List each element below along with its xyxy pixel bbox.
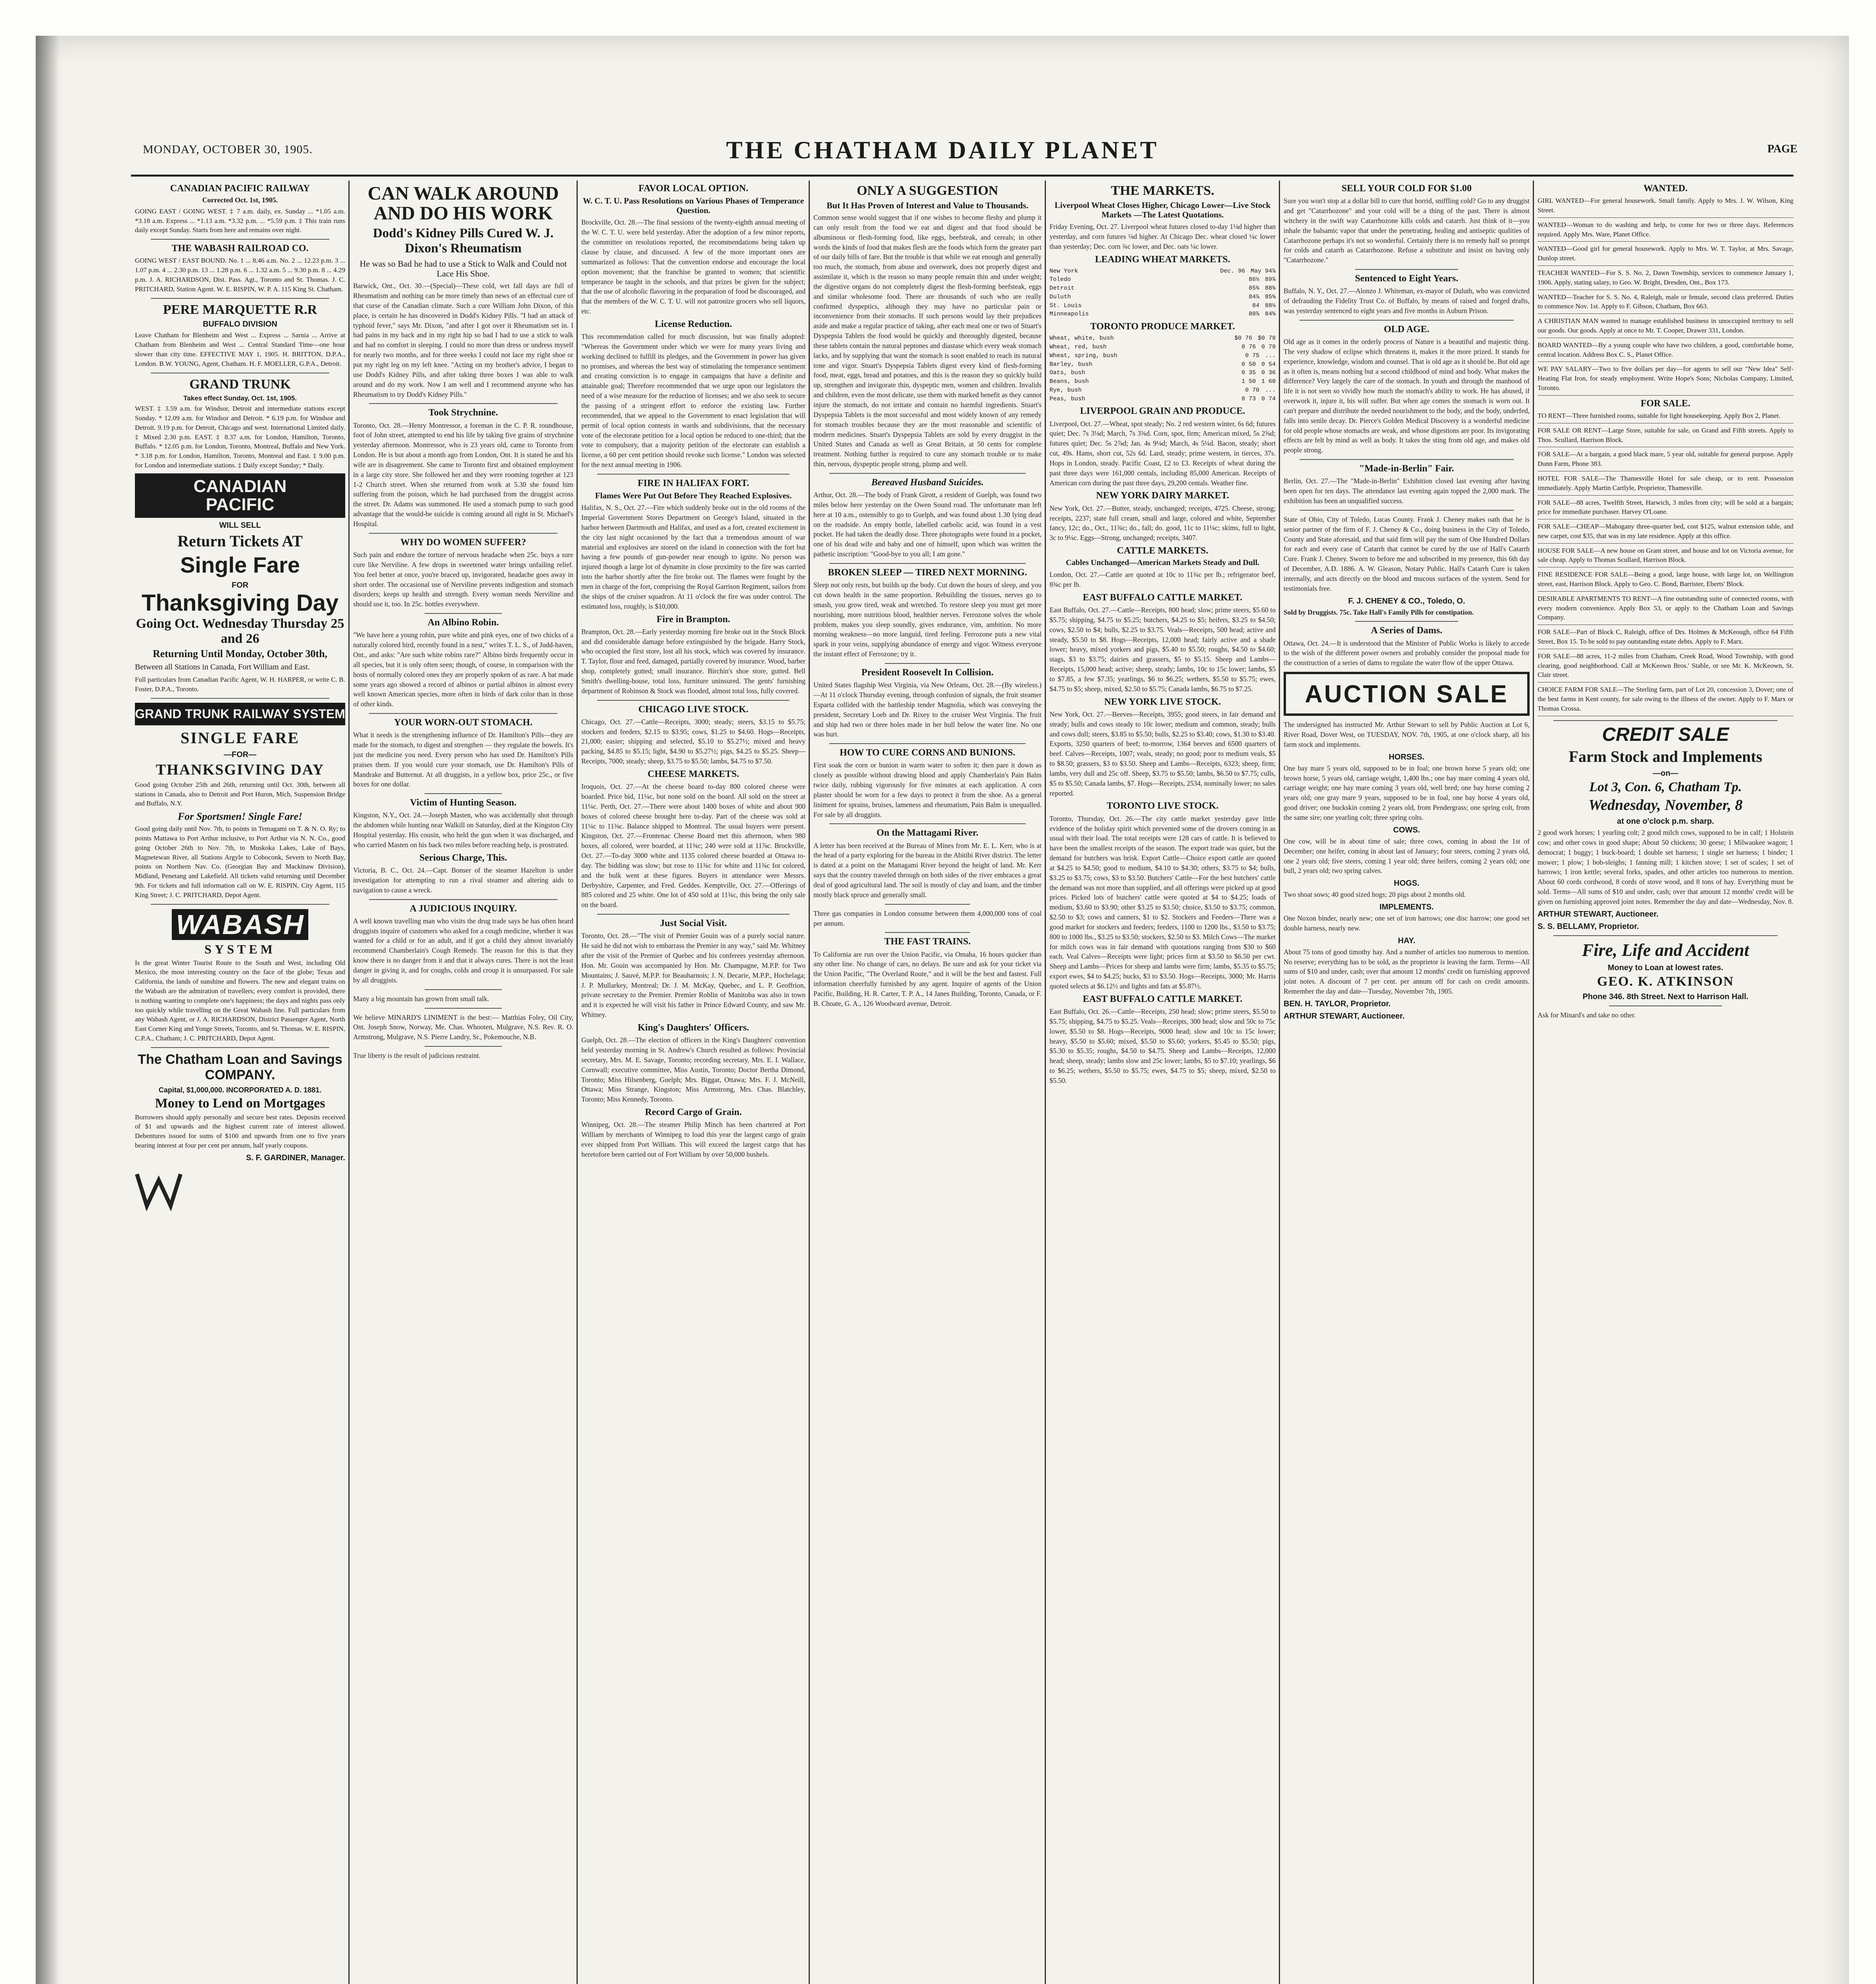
for-sale-ad: FOR SALE—88 acres, Twelfth Street, Harwich, 3 miles from city; will be sold at a bargain; price for immediate purchaser. Harvey O'Loane. <box>1538 498 1793 516</box>
dams-headline: A Series of Dams. <box>1371 625 1442 636</box>
wheat-row-cell: Dec. 96 <box>1220 267 1245 275</box>
loan-body: Borrowers should apply personally and secure best rates. Deposits received of $1 and upwards and the highest current rate of interest allowed. Debentures issued for sums of $100 and upwards from one to five years bearing interest at four per cent per annum, half yearly coupons. <box>135 1113 345 1150</box>
wabash-logo <box>135 909 345 940</box>
cheney-sold: Sold by Druggists. 75c. Take Hall's Family Pills for constipation. <box>1284 608 1474 616</box>
grain-row <box>1049 395 1276 404</box>
markets-body: Friday Evening, Oct. 27. Liverpool wheat futures closed to-day 1⅛d higher than yesterday, and corn futures ⅛d higher. At Chicago Dec. wheat closed ¼c lower than yesterday; Dec. corn ¾c lower, and Dec. oats ¼c lower. <box>1049 222 1276 250</box>
cattle-markets-sub: Cables Unchanged—American Markets Steady and Dull. <box>1066 558 1259 567</box>
grain-row-cell: Oats, bush <box>1049 369 1086 377</box>
liverpool-headline: LIVERPOOL GRAIN AND PRODUCE. <box>1080 406 1246 417</box>
cattle-markets-headline: CATTLE MARKETS. <box>1117 546 1209 556</box>
column-rule <box>577 181 578 1984</box>
toronto-produce-headline: TORONTO PRODUCE MARKET. <box>1090 321 1235 332</box>
fast-trains-headline: THE FAST TRAINS. <box>884 936 971 947</box>
ad-divider <box>1538 591 1793 592</box>
page-edge-shadow <box>36 36 60 1984</box>
wheat-row-cell: 85¾ <box>1248 285 1259 292</box>
halifax-fire-body: Halifax, N. S., Oct. 27.—Fire which suddenly broke out in the old rooms of the Imperial Government Stores Department on George's Island, situated in the harbor between Dartmouth and Halifax, and used as a fort, created excitement in the city last night occasioned by the fact that a tremendous amount of war material and explosives are stored on the island in connection with the fort but having a few pounds of gun-powder near enough to ignite. No person was injured though a large lot of dynamite in close proximity to the fire was carried into the harbor shortly after the fire broke out. The flames were fought by the men in charge of the fort, comprising the Royal Garrison Regiment, sailors from the ships of the cruiser squadron. At 11 o'clock the fire was under control. The estimated loss, roughly, is $10,000. <box>581 504 805 610</box>
wheat-row-cell: May 94⅞ <box>1250 267 1276 275</box>
roosevelt-headline: President Roosevelt In Collision. <box>861 667 994 678</box>
pere-marquette-subtitle: BUFFALO DIVISION <box>203 320 277 329</box>
markets-headline: THE MARKETS. <box>1111 183 1215 198</box>
credit-lot: Lot 3, Con. 6, Chatham Tp. <box>1589 780 1742 795</box>
column-5 <box>1049 181 1276 1984</box>
masthead-rule <box>131 175 1793 177</box>
credit-sale-headline: CREDIT SALE <box>1602 724 1729 745</box>
suicide-headline: Bereaved Husband Suicides. <box>871 477 984 488</box>
wabash-ad-body: Is the great Winter Tourist Route to the South and West, including Old Mexico, the most interesting country on the face of the globe; Texas and California, the lands of sunshine and flowers. The new and elegant trains on the Wabash are the admiration of travellers; every comfort is provided, there is nothing wanting to complete one's happiness; the days and nights pass only too quickly while travelling on the Great Wabash line. Full particulars from any Wabash Agent, or J. A. RICHARDSON, District Passenger Agent, North East Corner King and Yonge Streets, Toronto, and St. Thomas. W. E. RISPIN, C.P.A., Chatham; J. C. PRITCHARD, Depot Agent. <box>135 959 345 1042</box>
auction-sale-box <box>1284 672 1530 716</box>
page-number: PAGE <box>1767 143 1797 155</box>
loan-company-title: The Chatham Loan and Savings COMPANY. <box>138 1052 342 1082</box>
for-sale-ad: FOR SALE—Part of Block C, Raleigh, office of Drs. Holmes & McKeough, office 64 Fifth Street, Box 15. To be sold to pay outstanding estate debts. Apply to F. Marx. <box>1538 628 1793 646</box>
ny-livestock-headline: NEW YORK LIVE STOCK. <box>1104 696 1221 707</box>
broken-sleep-headline: BROKEN SLEEP — TIRED NEXT MORNING. <box>828 567 1027 578</box>
dams-body: Ottawa, Oct. 24.—It is understood that the Minister of Public Works is likely to accede to the wish of the different power owners and probably consider the proposal made for the construction of a series of dams to regulate the water flow of the upper Ottawa. <box>1284 639 1530 667</box>
wheat-row <box>1049 293 1276 302</box>
wheat-row-cell: 84⅝ <box>1265 311 1276 318</box>
women-suffer-body: Such pain and endure the torture of nervous headache when 25c. buys a sure cure like Nerviline. A few drops in sweetened water brings unfailing relief. You feel better at once, you're braced up, invigorated, headache goes away in short order. The occasional use of Nerviline prevents indigestion and stomach disorders; keeps up health and strength. Every woman needs Nerviline and should use it, too. In 25c. bottles everywhere. <box>353 551 573 608</box>
ny-dairy-headline: NEW YORK DAIRY MARKET. <box>1096 490 1229 501</box>
judicious-body: A well known travelling man who visits the drug trade says he has often heard druggists inquire of customers who asked for a cough medicine, whether it was wanted for a child or for an adult, and if got a child they almost invariably recommend Chamberlain's Cough Remedy. The reason for this is that they know there is no danger from it and that it always cures. There is not the least danger in giving it, and for coughs, colds and croup it is unsurpassed. For sale by all druggists. <box>353 917 573 984</box>
ad-divider <box>1538 361 1793 362</box>
toronto-livestock-headline: TORONTO LIVE STOCK. <box>1106 801 1219 811</box>
newspaper-title: THE CHATHAM DAILY PLANET <box>726 137 1159 164</box>
old-age-body: Old age as it comes in the orderly process of Nature is a beautiful and majestic thing. The very shadow of eclipse which threatens it, makes it the more prized. It stands for experience, knowledge, wisdom and counsel. That is old age as it should be. But old age as it often is, means nothing but a second childhood of mind and body. What makes the difference? Very largely the care of the stomach. In youth and through the manhood of life it is not seen so vividly how much the stomach's ability to work. He has abused, if overwork it, injure it, his will suffer. But when age comes the stomach is worn out. It can't prepare and distribute the needed nourishment to the body, and the body, underfed, falls into senile decay. Dr. Pierce's Golden Medical Discovery is a wonderful medicine for old people whose stomachs are weak, and whose digestions are poor. Its invigorating effects are felt by mind as well as body. It takes the sting from old age, and makes old people strong. <box>1284 338 1530 454</box>
auction-sale-headline: AUCTION SALE <box>1305 681 1509 708</box>
atkinson-name: GEO. K. ATKINSON <box>1597 974 1734 989</box>
wheat-markets-headline: LEADING WHEAT MARKETS. <box>1095 254 1230 265</box>
grain-row-cell: $0 76 <box>1234 335 1252 342</box>
gt-for: —FOR— <box>223 750 257 759</box>
cp-thanksgiving-day: Thanksgiving Day <box>141 590 339 616</box>
masthead <box>131 135 1797 171</box>
dodds-body: Barwick, Ont., Oct. 30.—(Special)—These cold, wet fall days are full of Rheumatism and nothing can be more timely than news of an effectual cure of that curse of the Canadian climate. Such a cure William John Dixon, of this place, is certain he has discovered in Dodd's Kidney Pills. "I had an attack of typhoid fever," says Mr. Dixon, "and after I got over it Rheumatism set in. I had pains in my back and in my right hip so bad I had to use a stick to walk and had no comfort in sleeping. I could no more than dress or undress myself for nearly two months, and for three weeks I could not lace my right shoe or put my right leg on my left knee. "Acting on my brother's advice, I began to use Dodd's Kidney Pills, and after taking three boxes I was able to walk around and do my work. Now I am well and I recommend anyone who has Rheumatism to try Dodd's Kidney Pills." <box>353 282 573 398</box>
column-6 <box>1284 181 1530 1984</box>
grand-trunk-title: GRAND TRUNK <box>189 377 291 392</box>
east-buffalo-2-headline: EAST BUFFALO CATTLE MARKET. <box>1082 994 1243 1004</box>
fire-life-sub: Money to Loan at lowest rates. <box>1607 963 1724 972</box>
serious-charge-headline: Serious Charge, This. <box>419 852 507 863</box>
grain-row-cell: 1 50 <box>1241 378 1256 385</box>
grain-row <box>1049 360 1276 369</box>
cpr-timetable-title: CANADIAN PACIFIC RAILWAY <box>170 183 310 194</box>
toronto-grain-table <box>1049 334 1276 403</box>
for-sale-ad: TO RENT—Three furnished rooms, suitable for light housekeeping. Apply Box 2, Planet. <box>1538 411 1781 419</box>
grand-trunk-subtitle: Takes effect Sunday, Oct. 1st, 1905. <box>183 394 297 402</box>
for-sale-heading: FOR SALE. <box>1640 398 1691 409</box>
suggestion-headline: ONLY A SUGGESTION <box>857 183 998 198</box>
ad-divider <box>1538 217 1793 218</box>
license-reduction-headline: License Reduction. <box>655 319 732 329</box>
auction-auctioneer: ARTHUR STEWART, Auctioneer. <box>1284 1011 1405 1021</box>
grand-trunk-system-logo: GRAND TRUNK RAILWAY SYSTEM <box>135 703 345 725</box>
cheese-markets-headline: CHEESE MARKETS. <box>648 769 739 780</box>
column-3 <box>581 181 805 1984</box>
wheat-row-cell: 84⅞ <box>1248 293 1259 300</box>
credit-proprietor: S. S. BELLAMY, Proprietor. <box>1538 922 1639 931</box>
pere-marquette-title: PERE MARQUETTE R.R <box>163 302 317 317</box>
wanted-ad: WANTED—Teacher for S. S. No. 4, Raleigh, male or female, second class preferred. Duties to commence Nov. 1st. Apply to F. Gibson, Chatham, Box 663. <box>1538 293 1793 310</box>
grain-cargo-body: Winnipeg, Oct. 28.—The steamer Philip Minch has been chartered at Port William by merchants of Winnipeg to load this year the largest cargo of grain ever shipped from Port William. This will exceed the largest cargo that has heretofore been carried out of Fort William by over 50,000 bushels. <box>581 1121 805 1158</box>
kings-daughters-body: Guelph, Oct. 28.—The election of officers in the King's Daughters' convention held yesterday morning in St. Andrew's Church resulted as follows: Provincial secretary, Mrs. M. E. Savage, Toronto; recording secretary, Mrs. E. I. Wallace, Cornwall; executive committee, Miss Austin, Toronto; Doctor Bertha Dimond, Toronto; Miss Hilsenberg, Guelph; Mrs. Biggar, Ottawa; Mrs. F. J. McNeill, Ottawa; Miss Strange, Kingston; Miss Armstrong, Mrs. Chas. Blatchley, Toronto; Miss Kennedy, Toronto. <box>581 1036 805 1104</box>
wheat-row-cell: 86½ <box>1248 276 1259 283</box>
cp-between: Between all Stations in Canada, Fort William and East. <box>135 663 310 672</box>
sell-cold-body: Sure you won't stop at a dollar bill to cure that horrid, sniffling cold? Go to any druggist and get "Catarrhozone" and your cold will be a thing of the past. There is almost witchery in the swift way Catarrhozone kills colds and catarrh. Just think of it—you inhale the balsamic vapor that under the penetrating, healing and antiseptic qualities of Catarrhozone perhaps it's not so wonderful. Certainly there is no remedy half so prompt for colds and catarrh as Catarrhozone. Refuse a substitute and insist on having only "Catarrhozone." <box>1284 197 1530 264</box>
loan-manager: S. F. GARDINER, Manager. <box>246 1153 345 1162</box>
east-buffalo-headline: EAST BUFFALO CATTLE MARKET. <box>1082 592 1243 603</box>
wheat-row-cell: Minneapolis <box>1049 311 1089 318</box>
cpr-timetable: GOING EAST / GOING WEST. ‡ 7 a.m. daily, ex. Sunday ... *1.05 a.m. *3.18 a.m. Express ... *1.13 a.m. *3.32 p.m. ... *5.59 p.m. ‡ This train runs daily except Sunday. Starts from here and remains over night. <box>135 207 345 234</box>
for-sale-ad: FOR SALE—CHEAP—Mahogany three-quarter bed, cost $125, walnut extension table, and new carpet, cost $35, that was in my late residence. Apply at this office. <box>1538 523 1793 540</box>
grain-row <box>1049 352 1276 360</box>
wanted-ad: A CHRISTIAN MAN wanted to manage established business in unoccupied territory to sell our goods. Our goods. Apply at once to Mr. T. Cooper, Drawer 331, London. <box>1538 317 1793 334</box>
strychnine-body: Toronto, Oct. 28.—Henry Montressor, a foreman in the C. P. R. roundhouse, foot of John street, attempted to end his life by taking five grains of strychnine yesterday afternoon. Montressor, who is 23 years old, came to Toronto from London. He is but about a month ago from London, Ont. It is stated he and his wife are in disagreement. She came to Toronto first and obtained employment in a large city store. She followed her and they were rooming together at 123 1-2 Church street. When she returned from work at 5.30 she found him suffering from the poison, which he had purchased from the druggist across the street. Dr. Adams was summoned. He used a stomach pump to such good advantage that the would-be suicide is coming around all right in St. Michael's Hospital. <box>353 421 573 528</box>
suicide-body: Arthur, Oct. 28.—The body of Frank Girott, a resident of Guelph, was found two miles below here yesterday on the Owen Sound road. The unfortunate man left here at 10 a.m., ostensibly to go to Guelph, and was found about 1.30 lying dead on the roadside. An empty bottle, labelled carbolic acid, was found in a vest pocket. He had taken the deadly dose. Three photographs were found in a pocket, one of his dead wife and baby and one of himself, upon which was written the pathetic inscription: "Good-bye to you all; I am gone." <box>813 491 1042 558</box>
wheat-row-cell: New York <box>1049 267 1078 275</box>
column-rule <box>809 181 810 1984</box>
strychnine-headline: Took Strychnine. <box>428 408 498 418</box>
wabash-rr-title: THE WABASH RAILROAD CO. <box>171 243 309 254</box>
dodds-lead: He was so Bad he had to use a Stick to Walk and Could not Lace His Shoe. <box>359 258 567 279</box>
column-rule <box>1279 181 1280 1984</box>
wheat-row <box>1049 275 1276 284</box>
loan-money-to-lend: Money to Lend on Mortgages <box>155 1096 325 1111</box>
wanted-ads <box>1538 196 1793 396</box>
credit-day: Wednesday, November, 8 <box>1588 797 1743 814</box>
grain-row <box>1049 369 1276 377</box>
for-sale-ad: DESIRABLE APARTMENTS TO RENT—A fine outstanding suite of connected rooms, with every modern convenience. Apply Box 53, or apply to the Chatham Loan and Savings Company. <box>1538 594 1793 621</box>
hogs-body: Two shoat sows; 40 good sized hogs; 20 pigs about 2 months old. <box>1284 890 1466 899</box>
grain-row-cell: 0 75 <box>1245 352 1259 359</box>
small-talk: Many a big mountain has grown from small talk. <box>353 994 489 1003</box>
wheat-row-cell: 88¾ <box>1265 285 1276 292</box>
women-suffer-headline: WHY DO WOMEN SUFFER? <box>400 537 526 548</box>
sentenced-body: Buffalo, N. Y., Oct. 27.—Alonzo J. Whiteman, ex-mayor of Duluth, who was convicted of defrauding the Fidelity Trust Co. of Buffalo, by means of raised and forged drafts, was yesterday sentenced to eight years and five months in Auburn Prison. <box>1284 287 1530 315</box>
cp-logo-line2: PACIFIC <box>206 494 275 514</box>
loan-capital: Capital, $1,000,000. INCORPORATED A. D. 1881. <box>158 1086 322 1094</box>
cp-will-sell: WILL SELL <box>219 521 261 530</box>
social-visit-headline: Just Social Visit. <box>660 918 727 929</box>
chicago-livestock-headline: CHICAGO LIVE STOCK. <box>638 704 749 715</box>
gas-companies: Three gas companies in London consume between them 4,000,000 tons of coal per annum. <box>813 909 1042 927</box>
local-option-sub: W. C. T. U. Pass Resolutions on Various Phases of Temperance Question. <box>582 196 804 215</box>
grain-row-cell: 0 70 <box>1245 386 1259 394</box>
wheat-row <box>1049 310 1276 319</box>
column-2 <box>353 181 573 1984</box>
credit-time: at one o'clock p.m. sharp. <box>1617 817 1714 826</box>
grain-row <box>1049 334 1276 343</box>
cp-going-dates: Going Oct. Wednesday Thursday 25 and 26 <box>136 616 344 646</box>
credit-body: 2 good work horses; 1 yearling colt; 2 good milch cows, supposed to be in calf; 1 Holstein cow; and other cows in good shape; About 50 chickens; 30 geese; 1 Milwaukee wagon; 1 democrat; 1 buggy; 1 buck-board; 1 double set harness; 1 single set harness; 1 binder; 1 mower; 1 plow; 1 bob-sleighs; 1 fanning mill; 1 kitchen stove; 1 set of scales; 1 set of harrows; 1 iron kettle; several forks, spades, and other articles too numerous to mention. About 60 cords cordwood, 8 cords of stove wood, and 8 tons of hay. Everything must be sold. Terms—All sums of $10 and under, cash; over that amount 12 months' credit will be given on furnishing approved joint notes. Remember the day and date—Wednesday, Nov. 8. <box>1538 829 1793 905</box>
wheat-row-cell: Detroit <box>1049 285 1075 292</box>
wanted-ad: WANTED—Woman to do washing and help, to come for two or three days. References required. Apply Mrs. Ware, Planet Office. <box>1538 221 1793 238</box>
grain-row-cell: 0 36 <box>1261 369 1276 377</box>
wheat-row <box>1049 267 1276 276</box>
credit-auctioneer: ARTHUR STEWART, Auctioneer. <box>1538 909 1659 919</box>
column-1 <box>135 181 345 1984</box>
grain-row-cell: 0 74 <box>1261 395 1276 402</box>
cheese-markets-body: Iroquois, Oct. 27.—At the cheese board to-day 800 colored cheese were boarded. Price bid, 11¼c, but none sold on the board. All sold on the street at 11¼c. Perth, Oct. 27.—There were about 1400 boxes of white and about 900 boxes of colored cheese brought here to-day. Part of the cheese was sold at 11¼c to 11⅜c. Balance shipped to Montreal. The usual buyers were present. Kingston, Oct. 27.—Frontenac Cheese Board met this afternoon, when 980 boxes, all colored, were boarded, at 11¾c; 240 were sold at 11⅞c. Brockville, Oct. 27.—To-day 3000 white and 1135 colored cheese boarded at Ottawa to-day. The bidding was slow; but rose to 11¾c for white and 11¾c for colored, and the bulk went at these figures. Buyers in attendance were Messrs. Derbyshire, Carpenter, and Fred. Geddes. Kemptville, Oct. 27.—Offerings of 885 colored and 25 white. One lot of 450 sold at 11¾c, this being the only sale on the board. <box>581 782 805 909</box>
ny-livestock-body: New York, Oct. 27.—Beeves—Receipts, 3955; good steers, in fair demand and steady; bulls and cows steady to 10c lower; medium and common, steady; bulls and cows dull; steers, $3.85 to $5.50; bulls, $2.25 to $3.40; cows, $1.30 to $3.40. Exports, 3250 quarters of beef; to-morrow, 1364 beeves and 6500 quarters of beef. Calves—Receipts, 1007; veals, steady; no good; poor to medium veals, $5 to $8.50; grassers, $3 to $3.50. Sheep and Lambs—Receipts, 6323; sheep, firm; lambs, very dull and 25c off. Sheep, $3.75 to $5.50; lambs, $6.50 to $7.75; culls, $5 to $5.50; Canada lambs, $7. Hogs—Receipts, 2534, nominally lower; no sales reported. <box>1049 710 1276 797</box>
grain-row-cell: 1 60 <box>1261 378 1276 385</box>
hunting-headline: Victim of Hunting Season. <box>410 798 517 808</box>
east-buffalo-2-body: East Buffalo, Oct. 26.—Cattle—Receipts, 250 head; slow; prime steers, $5.50 to $5.75; shipping, $4.75 to $5.25. Veals—Receipts, 300 head; slow and 50c to 75c lower, $5.50 to $8. Hogs—Receipts, 9000 head; slow and 10c to 15c lower; heavy, $5.50 to $5.60; mixed, $5.50 to $5.60; yorkers, $5.45 to $5.50; pigs, $5.30 to $5.35; roughs, $4.50 to $4.75. Sheep and Lambs—Receipts, 12,000 head; sheep, steady; lambs slow and 25c lower; lambs, $5 to $7.10; yearlings, $6 to $6.25; wethers, $5.50 to $5.75; ewes, $4.75 to $5; sheep, mixed, $2.50 to $5.50. <box>1049 1007 1276 1084</box>
toronto-livestock-body: Toronto, Thursday, Oct. 26.—The city cattle market yesterday gave little evidence of the holiday spirit which prevented some of the drovers coming in as usual with their load. The total receipts were 128 cars of cattle. It is believed to have been the smallest receipts of the season. The export trade was quiet, but the demand for butchers was brisk. Export Cattle—Choice export cattle are quoted at $4.25 to $4.50; good to medium, $4.10 to $4.30; others, $3.75 to $4; bulls, $3.25 to $3.75; cows, $3 to $3.50. Butchers' Cattle—For the best butchers' cattle the demand was not more than supplied, and all offerings were picked up at good prices. Picked lots of butchers' cattle were quoted at $4 to $4.25; loads of medium, $3.60 to $3.90; other $3.25 to $3.50; choice, $3.50 to $3.75; common, $2.50 to $3; cows and canners, $1 to $2. Stockers and Feeders—There was a good market for stockers and feeders; feeders, 1100 to 1200 lbs., $3.50 to $3.75; 800 to 1000 lbs., $3.25 to $3.50; stockers, $2.50 to $3. Milch Cows—The market for milch cows was in fair demand with quotations ranging from $30 to $60 each. Veal Calves—Receipts were light; prices firm at $3.50 to $6.50 per cwt. Sheep and Lambs—Prices for sheep and lambs were firm; lambs, $5.35 to $5.75; export ewes, $4 to $4.25; bucks, $3 to $3.50. Hogs—Receipts, 3000; Mr. Harris quoted selects at $6.12½ and lights and fats at $5.87½. <box>1049 814 1276 990</box>
grain-row-cell: 0 79 <box>1261 344 1276 351</box>
corns-body: First soak the corn or bunion in warm water to soften it; then pare it down as closely as possible without drawing blood and apply Chamberlain's Pain Balm twice daily, rubbing vigorously for five minutes at each application. A corn plaster should be worn for a few days to protect it from the shoe. As a general liniment for sprains, bruises, lameness and rheumatism, Pain Balm is unequalled. For sale by all druggists. <box>813 761 1042 819</box>
fast-trains-body: To California are run over the Union Pacific, via Omaha, 16 hours quicker than any other line. No change of cars, no delays. Be sure and ask for your ticket via the Union Pacific, "The Overland Route," and it will be the best and fastest. Full information cheerfully furnished by any agent. Inquire of agents of the Union Pacific, Building, H. R. Carter, T. P. A., 14 Janes Building, Toronto, Canada, or F. B. Choate, G. A., 126 Woodward avenue, Detroit. <box>813 950 1042 1007</box>
wheat-row-cell: Duluth <box>1049 293 1071 300</box>
roosevelt-body: United States flagship West Virginia, via New Orleans, Oct. 28.—(By wireless.)—At 11 o'clock Thursday evening, through confusion of signals, the fruit steamer Esparta collided with the battleship tender Magnolia, which was conveying the president, Secretary Loeb and Dr. Rixey to the cruiser West Virginia. The fruit and ship had two or three holes made in her hull below the water line. No one was hurt. <box>813 681 1042 738</box>
suggestion-sub: But It Has Proven of Interest and Value to Thousands. <box>827 200 1028 210</box>
dodds-headline: CAN WALK AROUND AND DO HIS WORK <box>367 183 559 224</box>
issue-date: MONDAY, OCTOBER 30, 1905. <box>143 143 313 156</box>
ad-divider <box>1538 313 1793 314</box>
canadian-pacific-logo <box>135 473 345 518</box>
grand-trunk-timetable: WEST. ‡ 3.59 a.m. for Windsor, Detroit and intermediate stations except Sunday. * 12.09 a.m. for Windsor and Detroit. * 6.19 p.m. for Windsor and Detroit. 9.19 p.m. for Detroit, Chicago and west. International Limited daily. ‡ Mixed 2.30 p.m. EAST. ‡ 8.37 a.m. for London, Hamilton, Toronto, Buffalo. * 12.05 p.m. for London, Toronto, Montreal, Buffalo and New York. * 3.18 p.m. for London, Hamilton, Toronto, Montreal and East. ‡ 9.00 p.m. for London and intermediate stations. ‡ Daily except Sunday; * Daily. <box>135 405 345 469</box>
license-reduction-body: This recommendation called for much discussion, but was finally adopted: "Whereas the Government under which we were for many years living and working declined to fulfill its pledges, and the Government in power has given no promises, and whereas the best way of stimulating the temperance sentiment and creating conviction is to engage in campaigns that have a definite and attainable goal; Therefore recommended that we urge upon our legislators the need of a wise measure for the reduction of licenses; and we also seek to secure the passing of a stringent effort to enforce the existing law. Further recommended, that we appeal to the Government to enact legislation that will permit of local option contests in wards and subdivisions, that the necessary vote of the electorate petition for a local option be reduced to one-third; that the vote to compulsory, that a majority petition of the electorate can establish a license, a 60 per cent petition should revoke such license." London was selected for the next annual meeting in 1906. <box>581 333 805 469</box>
printer-mark-icon <box>135 1168 183 1212</box>
east-buffalo-body: East Buffalo, Oct. 27.—Cattle—Receipts, 800 head; slow; prime steers, $5.60 to $5.75; shipping, $4.75 to $5.25; butchers, $4.25 to $5; heifers, $3.25 to $4.50; cows, $2.50 to $4; bulls, $2.25 to $3.75. Veals—Receipts, 500 head; active and steady, $5.50 to $8. Hogs—Receipts, 12,000 head; fairly active and a shade lower; heavy, mixed yorkers and pigs, $5.40 to $5.50; roughs, $4.50 to $4.60; stags, $3 to $3.75; dairies and grassers, $5 to $5.15. Sheep and Lambs—Receipts, 15,000 head; active; sheep, steady; lambs, 10c to 15c lower; lambs, $5 to $7.85, a few $7.35; yearlings, $6 to $6.25; wethers, $5.50 to $5.75; ewes, $4.75 to $5; sheep, mixed, $2.50 to $5.75; Canada lambs, $6.75 to $7.25. <box>1049 606 1276 693</box>
wanted-ad: TEACHER WANTED—For S. S. No. 2, Dawn Township, services to commence January 1, 1906. Apply, stating salary, to Geo. W. Bright, Dresden, Ont., Box 173. <box>1538 269 1793 286</box>
brampton-fire-headline: Fire in Brampton. <box>656 614 730 625</box>
wheat-row-cell: 89⅞ <box>1265 276 1276 283</box>
cp-logo-line1: CANADIAN <box>193 476 287 496</box>
wheat-row-cell: Toledo <box>1049 276 1071 283</box>
dodds-subheadline: Dodd's Kidney Pills Cured W. J. Dixon's Rheumatism <box>373 226 554 256</box>
grain-row <box>1049 343 1276 352</box>
hunting-body: Kingston, N.Y., Oct. 24.—Joseph Masten, who was accidentally shot through the abdomen while hunting near Walkill on Saturday, died at the Kingston City Hospital yesterday. His cousin, who held the gun when it was discharged, and who carried Masten on his back two miles before reaching help, is prostrated. <box>353 811 573 849</box>
albino-robin-body: "We have here a young robin, pure white and pink eyes, one of two chicks of a naturally colored bird, recently found in a nest," writes T. L. S., of Judd-haven, Ont., and asks: "Are such white robins rare?" Albino birds frequently occur in all species, but it is only often seen; though, of course, in comparison with the hosts of normally colored ones they are properly spoken of as rare. A bat made some years ago showed a record of albinos or partial albinos in almost every well known American species, more often in birds of dark color than in those of other kinds. <box>353 631 573 708</box>
wheat-row-cell: 84 <box>1252 302 1259 309</box>
for-sale-ad: FINE RESIDENCE FOR SALE—Being a good, large house, with large lot, on Wellington street, east, Harrison Block. Apply to Geo. C. Bond, Barrister, Eberts' Block. <box>1538 571 1793 588</box>
hay-heading: HAY. <box>1398 936 1415 945</box>
markets-sub: Liverpool Wheat Closes Higher, Chicago Lower—Live Stock Markets —The Latest Quotations. <box>1054 200 1271 219</box>
corns-headline: HOW TO CURE CORNS AND BUNIONS. <box>840 748 1015 758</box>
ny-dairy-body: New York, Oct. 27.—Butter, steady, unchanged; receipts, 4725. Cheese, strong; receipts, 2237; state full cream, small and large, colored and white, September fancy, 12c; do., Oct., 11¾c; do., fall; do. good, 11c to 11¼c; skims, full to light, 3c to 9¼c. Eggs—Strong, unchanged; receipts, 3407. <box>1049 504 1276 542</box>
gt-sportsmen: For Sportsmen! Single Fare! <box>177 811 303 823</box>
halifax-fire-sub: Flames Were Put Out Before They Reached Explosives. <box>595 491 792 501</box>
hogs-heading: HOGS. <box>1394 879 1420 888</box>
implements-body: One Noxon binder, nearly new; one set of iron harrows; one disc harrow; one good set double harness, nearly new. <box>1284 914 1530 932</box>
mattagami-body: A letter has been received at the Bureau of Mines from Mr. E. L. Kerr, who is at the head of a party exploring for the bureau in the Abitibi River district. The letter is dated at a point on the Mattagami River beyond the height of land. Mr. Kerr says that the country traveled through on both sides of the river embraces a great deal of good agricultural land. The soil is mostly of clay and loam, and the timber mostly black spruce and generally small. <box>813 841 1042 899</box>
horses-body: One bay mare 5 years old, supposed to be in foal; one brown horse 5 years old; one brown horse, 5 years old, carriage weight, 1,400 lbs.; one bay mare coming 4 years old, carriage weight; one bay mare coming 3 years old, well bred; one bay horse coming 2 years old; one gray mare 9 years, supposed to be in foal, one bay horse 4 years old, good driver; one buckskin coming 2 years old, from Pendergrass; one spring colt, from the same sire; one yearling colt; three spring colts. <box>1284 764 1530 821</box>
column-rule <box>1533 181 1534 1984</box>
hay-body: About 75 tons of good timothy hay. And a number of articles too numerous to mention. No reserve; everything has to be sold, as the proprietor is leaving the farm. Terms—All sums of $10 and under, cash; over that amount 12 months' credit on furnishing approved joint notes. A discount of 7 per cent. per annum off for cash on credit amounts. Remember the day and date—Tuesday, November 7th, 1905. <box>1284 948 1530 996</box>
ad-divider <box>1538 265 1793 266</box>
social-visit-body: Toronto, Oct. 28.—"The visit of Premier Gouin was of a purely social nature. He said he did not wish to embarrass the Premier in any way," said Mr. Whitney after the visit of the Premier of Quebec and his conferees yesterday afternoon. Hon. Mr. Gouin was accompanied by Hon. Mr. Champagne, M.P.P. for Two Mountains; J. Sauvé, M.P.P. for Beauharnois; J. N. Decarie, M.P.P., Hochelaga; J. P. Mullarkey, Montreal; Dr. J. M. McKay, Quebec, and L. P. Geoffrion, private secretary to the Premier. Premier Roblin of Manitoba was also in town and it is expected he will visit his father in Prince Edward County, and saw Mr. Whitney. <box>581 932 805 1019</box>
berlin-fair-headline: "Made-in-Berlin" Fair. <box>1359 463 1454 474</box>
grain-row-cell: $0 79 <box>1257 335 1276 342</box>
wabash-rr-timetable: GOING WEST / EAST BOUND. No. 1 ... 8.46 a.m. No. 2 ... 12.23 p.m. 3 ... 1.07 p.m. 4 ... 2.30 p.m. 13 ... 1.28 p.m. 6 ... 1.32 a.m. 5 ... 9.30 p.m. 8 ... 4.29 p.m. J. A. RICHARDSON, Dist. Pass. Agt., Toronto and St. Thomas. J. C. PRITCHARD, Station Agent. W. E. RISPIN, W. P. A. 115 King St. Chatham. <box>135 257 345 293</box>
column-7 <box>1538 181 1793 1984</box>
grain-row-cell: 0 54 <box>1261 361 1276 368</box>
suggestion-body: Common sense would suggest that if one wishes to become fleshy and plump it can only result from the food we eat and digest and that food should be albuminous or flesh-forming food, like eggs, beefsteak, and cereals; in other words the kinds of food that makes flesh are the foods which form the greater part of our daily bills of fare. But the trouble is that while we eat enough and generally too much, the stomach, from abuse and overwork, does not properly digest and assimilate it, which is the reason so many people remain thin and under weight; the digestive organs do not completely digest the flesh-forming beefsteak, eggs and similar wholesome food. There are thousands of such who are really confirmed dyspeptics, although they may have no particular pain or inconvenience from their stomachs. If such persons would lay their prejudices aside and make a regular practice of taking, after each meal one or two of Stuart's Dyspepsia Tablets the food would be quickly and thoroughly digested, because these tablets contain the natural peptones and diastase which every weak stomach lacks, and by supplying that want the stomach is soon enabled to reach its natural tone and vigor. Stuart's Dyspepsia Tablets digest every kind of flesh-forming food, meat, eggs, bread and potatoes, and this is the reason they so quickly build up, strengthen and invigorate thin, dyspeptic men, women and children. Invalids and children, even the most delicate, use them with marked benefit as they cannot injure the stomach, do not irritate and contain no harmful ingredients. Stuart's Dyspepsia Tablets is the most successful and most widely known of any remedy for stomach troubles because they are the most reasonable and scientific of modern medicines. Stuart's Dyspepsia Tablets are sold by every druggist in the United States and Canada as well as Great Britain, at 50 cents for complete treatment. Nothing further is required to cure any stomach trouble or to make thin, nervous, dyspeptic people strong, plump and well. <box>813 213 1042 468</box>
wabash-system: SYSTEM <box>204 942 276 956</box>
wheat-row <box>1049 302 1276 310</box>
wanted-ad: GIRL WANTED—For general housework. Small family. Apply to Mrs. J. W. Wilson, King Street. <box>1538 197 1793 214</box>
credit-on: —on— <box>1653 769 1678 778</box>
cheney-affidavit: State of Ohio, City of Toledo, Lucas County. Frank J. Cheney makes oath that he is senior partner of the firm of F. J. Cheney & Co., doing business in the City of Toledo, County and State aforesaid, and that said firm will pay the sum of One Hundred Dollars for each and every case of Catarrh that cannot be cured by the use of Hall's Catarrh Cure. Frank J. Cheney. Sworn to before me and subscribed in my presence, this 6th day of December, A.D. 1886. A. W. Gleason, Notary Public. Hall's Catarrh Cure is taken internally, and acts directly on the blood and mucous surfaces of the system. Send for testimonials free. <box>1284 515 1530 592</box>
cattle-markets-body: London, Oct. 27.—Cattle are quoted at 10c to 11¾c per lb.; refrigerator beef, 8¾c per lb. <box>1049 571 1276 589</box>
gt-single-fare: SINGLE FARE <box>180 729 300 747</box>
wanted-heading: WANTED. <box>1643 183 1688 194</box>
grain-row-cell: ... <box>1265 386 1276 394</box>
grain-row-cell: Wheat, spring, bush <box>1049 352 1118 359</box>
fire-life-headline: Fire, Life and Accident <box>1582 940 1749 960</box>
chicago-livestock-body: Chicago, Oct. 27.—Cattle—Receipts, 3000; steady; steers, $3.15 to $5.75; stockers and feeders, $2.15 to $3.95; cows, $1.25 to $4.60. Hogs—Receipts, 21,000; easier; shipping and selected, $5.10 to $5.27½; mixed and heavy packing, $4.85 to $5.15; light, $4.90 to $5.27½; pigs, $4.25 to $5.25. Sheep—Receipts, 7000; steady; sheep, $3.75 to $5.50; lambs, $4.75 to $7.50. <box>581 717 805 765</box>
wheat-markets-table <box>1049 267 1276 319</box>
cp-info: Full particulars from Canadian Pacific Agent, W. H. HARPER, or write C. B. Foster, D.P.A., Toronto. <box>135 676 345 693</box>
cows-body: One cow, will be in about time of sale; three cows, coming in about the 1st of December; one heifer, coming in about last of January; four steers, coming 2 years old, one 2 years old; five steers, coming 1 year old; three heifers, coming 2 years old; one bull, 2 years old; two spring calves. <box>1284 837 1530 875</box>
judicious-headline: A JUDICIOUS INQUIRY. <box>409 903 517 914</box>
true-liberty: True liberty is the result of judicious restraint. <box>353 1052 481 1060</box>
grain-row-cell: 0 76 <box>1241 344 1256 351</box>
worn-stomach-headline: YOUR WORN-OUT STOMACH. <box>394 717 532 728</box>
for-sale-ads <box>1538 411 1793 716</box>
minards-ask: Ask for Minard's and take no other. <box>1538 1011 1636 1019</box>
sentenced-headline: Sentenced to Eight Years. <box>1355 273 1459 284</box>
brampton-fire-body: Brampton, Oct. 28.—Early yesterday morning fire broke out in the Stock Block and did considerable damage before extinguished by the brigade. Harry Stock, who occupied the first store, lost all his stock, which was covered by insurance. T. Taylor, flour and feed, damaged, partially covered by insurance. Wood, barber shop, completely gutted; small insurance. Birchin's shoe store, gutted. Bell Smith's dwelling-house, total loss, furniture uninsured. The gents' furnishing department of Robinson & Stock was flooded, almost total loss, fully covered. <box>581 627 805 695</box>
wheat-row-cell: 88¼ <box>1265 302 1276 309</box>
implements-heading: IMPLEMENTS. <box>1379 903 1434 912</box>
for-sale-ad: FOR SALE—At a bargain, a good black mare, 5 year old, suitable for general purpose. Apply Dunn Farm, Phone 383. <box>1538 450 1793 468</box>
broken-sleep-body: Sleep not only rests, but builds up the body. Cut down the hours of sleep, and you cut down health in the same proportion. Rebuilding the tissues, nerves go to smash, you grow tired, weak and wretched. To restore sleep you must get more nourishing, more nutritious blood, healthier nerves. Ferrozone solves the whole problem, makes you sleep soundly, gives endurance, vim, ambition. No more morning weakness—no more languid, tired feeling. Ferrozone puts a new vital spark in your veins, supplying abundance of energy and vigor. Witness everyone the instant effect of Ferrozone; try it. <box>813 581 1042 658</box>
local-option-headline: FAVOR LOCAL OPTION. <box>638 183 748 194</box>
grain-row-cell: 0 35 <box>1241 369 1256 377</box>
ad-divider <box>1538 395 1793 396</box>
grain-cargo-headline: Record Cargo of Grain. <box>645 1107 742 1118</box>
gt-ad-body2: Good going daily until Nov. 7th, to points in Temagami on T. & N. O. Ry; to points Mattawa to Port Arthur inclusive, to Port Arthur via N. N. Co., good going October 26th to Nov. 7th, to Muskoka Lakes, Lake of Bays, Magnetewan River, all Stations Argyle to Coboconk, Severn to North Bay, points on Northern Nav. Co. (Georgian Bay and Mackinaw Division), Midland, Penetang and Lakefield. All tickets valid returning until December 9th. For tickets and full information call on W. E. RISPIN, City Agent, 115 King Street; J. C. PRITCHARD, Depot Agent. <box>135 825 345 899</box>
column-4 <box>813 181 1042 1984</box>
cheney-sign: F. J. CHENEY & CO., Toledo, O. <box>1348 596 1465 606</box>
wanted-ad: BOARD WANTED—By a young couple who have two children, a good, comfortable home, central location. Address Box C. S., Planet Office. <box>1538 341 1793 358</box>
grain-row-cell: 0 50 <box>1241 361 1256 368</box>
for-sale-ad: HOTEL FOR SALE—The Thamesville Hotel for sale cheap, or to rent. Possession immediately. Apply Martin Cartlyle, Proprietor, Thamesville. <box>1538 474 1793 492</box>
column-rule <box>1045 181 1046 1984</box>
atkinson-address: Phone 346. 8th Street. Next to Harrison Hall. <box>1582 992 1749 1001</box>
minards-liniment: We believe MINARD'S LINIMENT is the best:— Matthias Foley, Oil City, Ont. Joseph Snow, Norway, Me. Chas. Whooten, Mulgrave, N.S. Rev. R. O. Armstrong, Mulgrave, N.S. Pierre Landry, Sr., Pokemouche, N.B. <box>353 1013 573 1041</box>
grain-row-cell: Beans, bush <box>1049 378 1089 385</box>
ad-divider <box>1538 495 1793 496</box>
cows-heading: COWS. <box>1393 825 1420 834</box>
wheat-row-cell: 80⅞ <box>1248 311 1259 318</box>
for-sale-ad: FOR SALE OR RENT—Large Store, suitable for sale, on Grand and Fifth streets. Apply to Thos. Scullard, Harrison Block. <box>1538 426 1793 444</box>
grain-row-cell: Peas, bush <box>1049 395 1086 402</box>
pere-marquette-timetable: Leave Chatham for Blenheim and West ... Express ... Sarnia ... Arrive at Chatham from Blenheim and West ... Central Standard Time—one hour slower than city time. EFFECTIVE MAY 1, 1905. H. BRITTON, D.P.A., London. B.W. YOUNG, Agent, Chatham. H. F. MOELLER, G.P.A., Detroit. <box>135 331 345 367</box>
wheat-row <box>1049 284 1276 293</box>
gt-thanksgiving-day: THANKSGIVING DAY <box>156 761 325 778</box>
wheat-row-cell: St. Louis <box>1049 302 1082 309</box>
cp-single-fare: Single Fare <box>180 552 300 578</box>
cp-returning: Returning Until Monday, October 30th, <box>152 648 328 660</box>
ad-divider <box>1538 241 1793 242</box>
grain-row-cell: Wheat, white, bush <box>1049 335 1114 342</box>
for-sale-ad: HOUSE FOR SALE—A new house on Grant street, and house and lot on Victoria avenue, for sale cheap. Apply to Thomas Scullard, Harrison Block. <box>1538 546 1793 564</box>
cp-return-tickets: Return Tickets AT <box>177 532 303 550</box>
grain-row <box>1049 377 1276 386</box>
gt-ad-body: Good going October 25th and 26th, returning until Oct. 30th, between all stations in Canada, also to Detroit and Port Huron, Mich, Suspension Bridge and Buffalo, N.Y. <box>135 781 345 807</box>
auction-intro: The undersigned has instructed Mr. Arthur Stewart to sell by Public Auction at Lot 6, River Road, Dover West, on TUESDAY, NOV. 7th, 1905, at one o'clock sharp, all his farm stock and implements. <box>1284 721 1530 748</box>
old-age-headline: OLD AGE. <box>1384 324 1430 335</box>
worn-stomach-body: What it needs is the strengthening influence of Dr. Hamilton's Pills—they are made for the stomach, to digest and strengthen — they regulate the bowels. It's just the medicine you need. Every person who has used Dr. Hamilton's Pills praises them. If you would cure your stomach, use Dr. Hamilton's Pills of Mandrake and Butternut. At all druggists, in a yellow box, price 25c., or five boxes for one dollar. <box>353 731 573 788</box>
grain-row-cell: ... <box>1265 352 1276 359</box>
auction-proprietor: BEN. H. TAYLOR, Proprietor. <box>1284 999 1391 1008</box>
wabash-logo-text: WABASH <box>172 909 308 940</box>
horses-heading: HORSES. <box>1388 752 1425 761</box>
wanted-ad: WANTED—Good girl for general housework. Apply to Mrs. W. T. Taylor, at Mrs. Savage, Dunlop street. <box>1538 245 1793 262</box>
grain-row-cell: Barley, bush <box>1049 361 1093 368</box>
mattagami-headline: On the Mattagami River. <box>876 828 978 838</box>
grain-row-cell: 0 73 <box>1241 395 1256 402</box>
grain-row-cell: Wheat, red, bush <box>1049 344 1107 351</box>
ad-divider <box>1538 543 1793 544</box>
halifax-fire-headline: FIRE IN HALIFAX FORT. <box>638 478 749 488</box>
column-rule <box>348 181 350 1984</box>
albino-robin-headline: An Albino Robin. <box>427 617 499 628</box>
cp-for: FOR <box>231 581 249 590</box>
serious-charge-body: Victoria, B. C., Oct. 24.—Capt. Bonser of the steamer Hazelton is under investigation for attempting to run a rival steamer and altering aids to navigation to cause a wreck. <box>353 866 573 894</box>
local-option-body: Brockville, Oct. 28.—The final sessions of the twenty-eighth annual meeting of the W. C. T. U. were held yesterday. After the adoption of a few minor reports, the committee on resolutions reported, the recommendations being taken up clause by clause, and discussed. A few of the more important ones are summarized as follows: That the convention endorse and encourage the local option movement; that the franchise be granted to women; that scientific temperance be taught in the schools, and that prizes be given for the subject; that the use of alcoholic flavoring in the preparation of food be discouraged, and that the members of the W. C. T. U. will not patronize grocers who sell liquors, etc. <box>581 218 805 315</box>
wanted-ad: WE PAY SALARY—Two to five dollars per day—for agents to sell our "New Idea" Self-Heating Flat Iron, for steady employment. Write Hope's Sons; Nicholas Company, Limited, Toronto. <box>1538 365 1793 392</box>
liverpool-body: Liverpool, Oct. 27.—Wheat, spot steady; No. 2 red western winter, 6s 6d; futures quiet; Dec. 7s 3⅛d; March, 7s 3¾d. Corn, spot, firm; American mixed, 5s 2⅝d; futures quiet; Dec. 5s 2⅞d; Jan. 4s 9⅛d; March, 4s 5¼d. Bacon, steady; short cut, 49s. Hams, short cut, 52s 6d. Lard, steady; prime western, in tierces, 37s. Hops in London, steady. Pacific Coast, £2 to £3. Receipts of wheat during the past three days were 161,000 centals, including 85,000 American. Receipts of American corn during the past three days, 29,200 centals. Weather fine. <box>1049 419 1276 487</box>
cpr-timetable-subtitle: Corrected Oct. 1st, 1905. <box>202 196 278 204</box>
grain-row <box>1049 386 1276 395</box>
grain-row-cell: Rye, bush <box>1049 386 1082 394</box>
for-sale-ad: FOR SALE—88 acres, 11-2 miles from Chatham, Creek Road, Wood Township, with good clearing, good neighborhood. Call at McKeown Bros.' Stable, or see Mr. K. McKeown, St. Clair street. <box>1538 652 1793 679</box>
sell-cold-headline: SELL YOUR COLD FOR $1.00 <box>1342 183 1472 194</box>
wheat-row-cell: 85⅝ <box>1265 293 1276 300</box>
credit-sale-sub: Farm Stock and Implements <box>1568 748 1763 766</box>
berlin-fair-body: Berlin, Oct. 27.—The "Made-in-Berlin" Exhibition closed last evening after having been open for ten days. The attendance last evening again topped the 2,000 mark. The exhibition has been an unqualified success. <box>1284 477 1530 505</box>
for-sale-ad: CHOICE FARM FOR SALE—The Sterling farm, part of Lot 20, concession 3, Dover; one of the best farms in Kent county, for sale owing to the illness of the owner. Apply to F. Marx or Thomas Crossa. <box>1538 686 1793 712</box>
kings-daughters-headline: King's Daughters' Officers. <box>638 1022 749 1033</box>
